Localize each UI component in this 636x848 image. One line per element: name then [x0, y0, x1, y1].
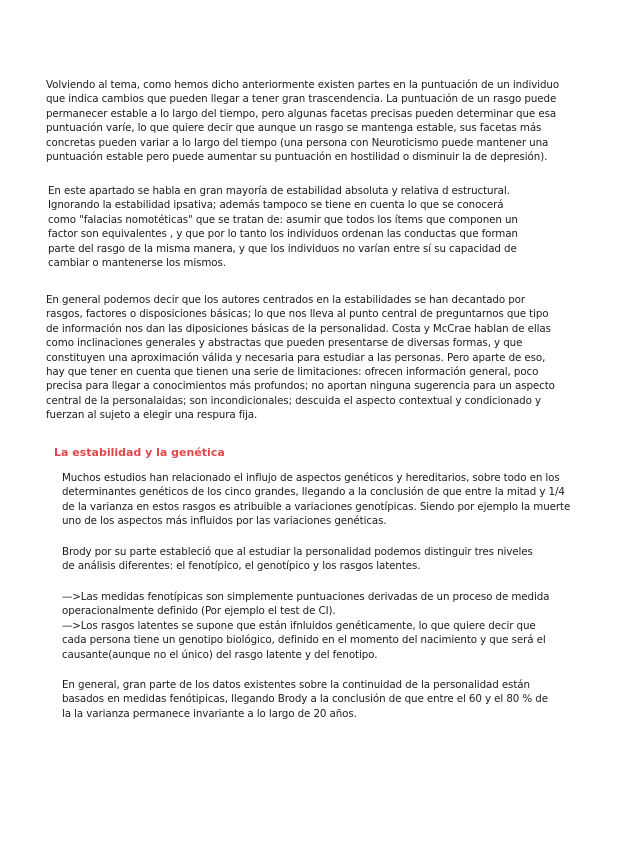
paragraph-phenotypic-latent: —>Las medidas fenotípicas son simplemente puntuaciones derivadas de un proceso de medida operacionalmente definido (Por ejemplo el test de CI). —>Los rasgos latentes se supone que están ifnluidos genéticamente, lo que quiere decir que cada persona tiene un genotipo biológico, definido en el momento del nacimiento y que será el causante(aunque no el único) del rasgo latente y del fenotipo. [62, 591, 550, 661]
paragraph-basic-dispositions: En general podemos decir que los autores centrados en la estabilidades se han decantado por rasgos, factores o disposiciones básicas; lo que nos lleva al punto central de preguntarnos que tipo de información nos dan las diposiciones básicas de la personalidad. Costa y McCrae hablan de ellas como inclinaciones generales y abstractas que pueden presentarse de diversas formas, y que constituyen una aproximación válida y necesaria para estudiar a las personas. Pero aparte de eso, hay que tener en cuenta que tienen una serie de limitaciones: ofrecen información general, poco precisa para llegar a conocimientos más profundos; no aportan ninguna sugerencia para un aspecto central de la personalaidas; son incondicionales; descuida el aspecto contextual y condicionado y fuerzan al sujeto a elegir una respura fija. [46, 294, 555, 422]
paragraph-stability-types: En este apartado se habla en gran mayoría de estabilidad absoluta y relativa d estructural. Ignorando la estabilidad ipsativa; además tampoco se tiene en cuenta lo que se conocerá como "falacias nomotéticas" que se tratan de: asumir que todos los ítems que componen un factor son equivalentes , y que por lo tanto los individuos ordenan las conductas que forman parte del rasgo de la misma manera, y que los individuos no varían entre sí su capacidad de cambiar o mantenerse los mismos. [48, 185, 518, 270]
paragraph-score-variability: Volviendo al tema, como hemos dicho anteriormente existen partes en la puntuación de un individuo que indica cambios que pueden llegar a tener gran trascendencia. La puntuación de un rasgo puede permanecer estable a lo largo del tiempo, pero algunas facetas precisas pueden determinar que esa puntuación varíe, lo que quiere decir que aunque un rasgo se mantenga estable, sus facetas más concretas pueden variar a lo largo del tiempo (una persona con Neuroticismo puede mantener una puntuación estable pero puede aumentar su puntuación en hostilidad o disminuir la de depresión). [46, 79, 560, 164]
paragraph-continuity-conclusion: En general, gran parte de los datos existentes sobre la continuidad de la personalidad están basados en medidas fenótipicas, llegando Brody a la conclusión de que entre el 60 y el 80 % de la la varianza permanece invariante a lo largo de 20 años. [62, 679, 548, 720]
paragraph-genetic-studies: Muchos estudios han relacionado el influjo de aspectos genéticos y hereditarios, sobre todo en los determinantes genéticos de los cinco grandes, llegando a la conclusión de que entre la mitad y 1/4 de la varianza en estos rasgos es atribuible a variaciones genotípicas. Siendo por ejemplo la muerte uno de los aspectos más influidos por las variaciones genéticas. [62, 472, 571, 528]
section-heading-genetics: La estabilidad y la genética [54, 446, 225, 459]
paragraph-brody-levels: Brody por su parte estableció que al estudiar la personalidad podemos distinguir tres niveles de análisis diferentes: el fenotípico, el genotípico y los rasgos latentes. [62, 546, 533, 573]
